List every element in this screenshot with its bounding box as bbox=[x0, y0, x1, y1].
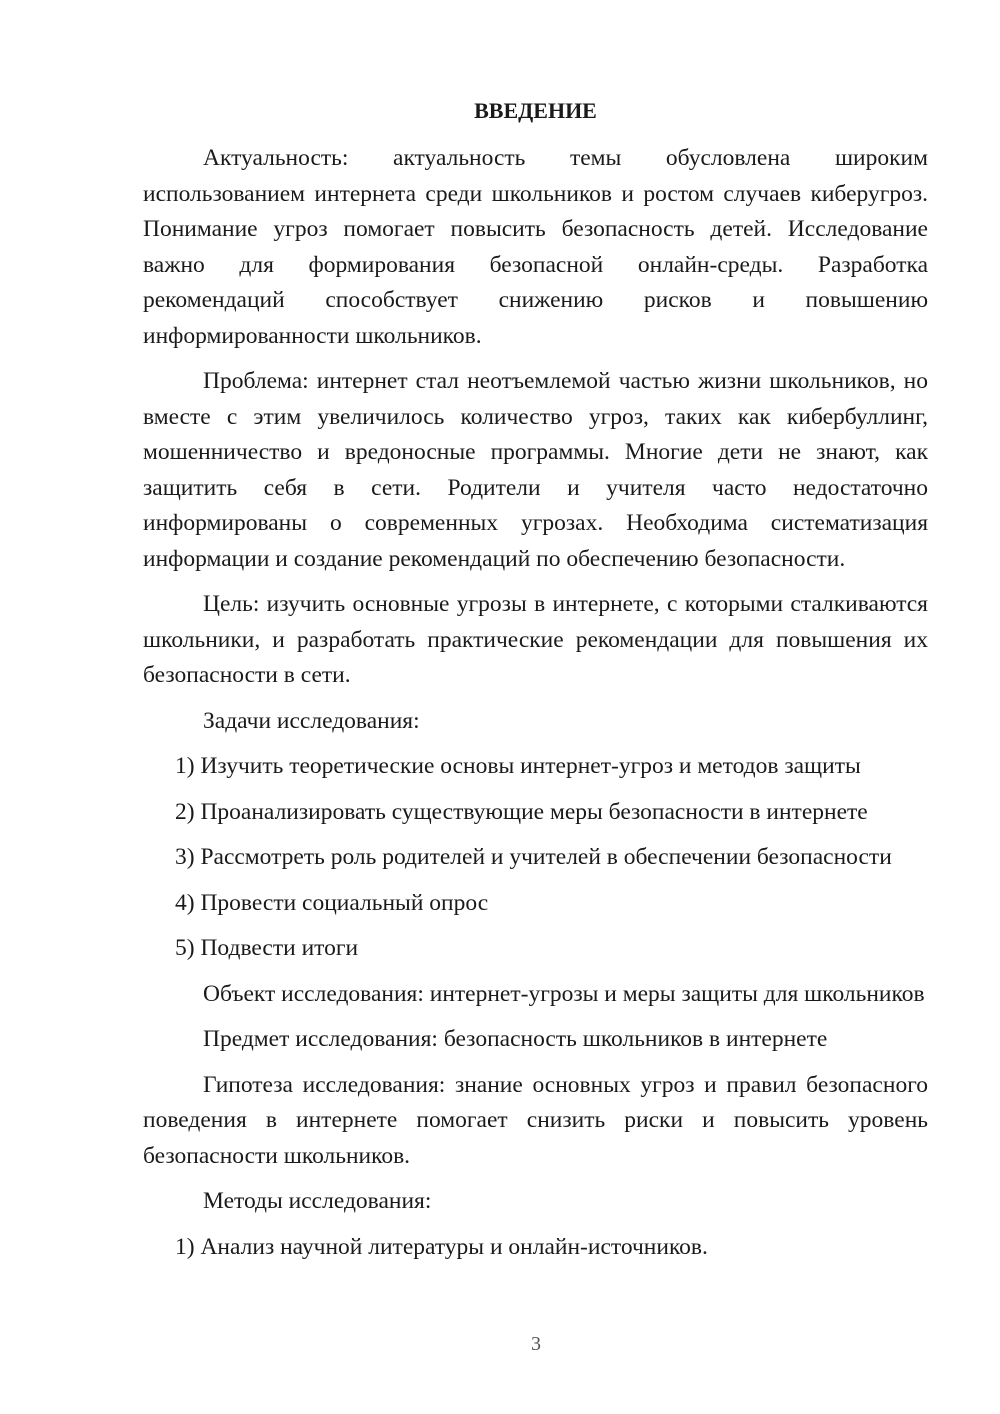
paragraph-relevance: Актуальность: актуальность темы обусловлена широким использованием интернета среди школьников и ростом случаев киберугроз. Понимание угроз помогает повысить безопасность детей. Исследование важно для формирования безопасной онлайн-среды. Разработка рекомендаций способствует снижению рисков и повышению информированности школьников. bbox=[143, 145, 928, 349]
methods-heading: Методы исследования: bbox=[203, 1188, 432, 1214]
page-number: 3 bbox=[531, 1333, 541, 1355]
tasks-heading: Задачи исследования: bbox=[203, 707, 420, 734]
method-item-1: 1) Анализ научной литературы и онлайн-источников. bbox=[175, 1233, 708, 1260]
paragraph-subject: Предмет исследования: безопасность школьников в интернете bbox=[203, 1026, 828, 1052]
task-item-5: 5) Подвести итоги bbox=[175, 935, 359, 961]
section-title: ВВЕДЕНИЕ bbox=[474, 98, 597, 123]
paragraph-goal: Цель: изучить основные угрозы в интернете, с которыми сталкиваются школьники, и разработать практические рекомендации для повышения их безопасности в сети. bbox=[143, 591, 928, 688]
task-item-4: 4) Провести социальный опрос bbox=[175, 889, 489, 916]
task-item-1: 1) Изучить теоретические основы интернет-угроз и методов защиты bbox=[175, 753, 861, 779]
paragraph-hypothesis: Гипотеза исследования: знание основных угроз и правил безопасного поведения в интернете помогает снизить риски и повысить уровень безопасности школьников. bbox=[143, 1071, 928, 1169]
paragraph-object: Объект исследования: интернет-угрозы и меры защиты для школьников bbox=[203, 980, 925, 1007]
document-page bbox=[143, 95, 928, 1275]
paragraph-problem: Проблема: интернет стал неотъемлемой частью жизни школьников, но вместе с этим увеличилось количество угроз, таких как кибербуллинг, мошенничество и вредоносные программы. Многие дети не знают, как защитить себя в сети. Родители и учителя часто недостаточно информированы о современных угрозах. Необходима систематизация информации и создание рекомендаций по обеспечению безопасности. bbox=[143, 368, 928, 572]
task-item-3: 3) Рассмотреть роль родителей и учителей в обеспечении безопасности bbox=[175, 844, 892, 870]
task-item-2: 2) Проанализировать существующие меры безопасности в интернете bbox=[175, 798, 868, 825]
